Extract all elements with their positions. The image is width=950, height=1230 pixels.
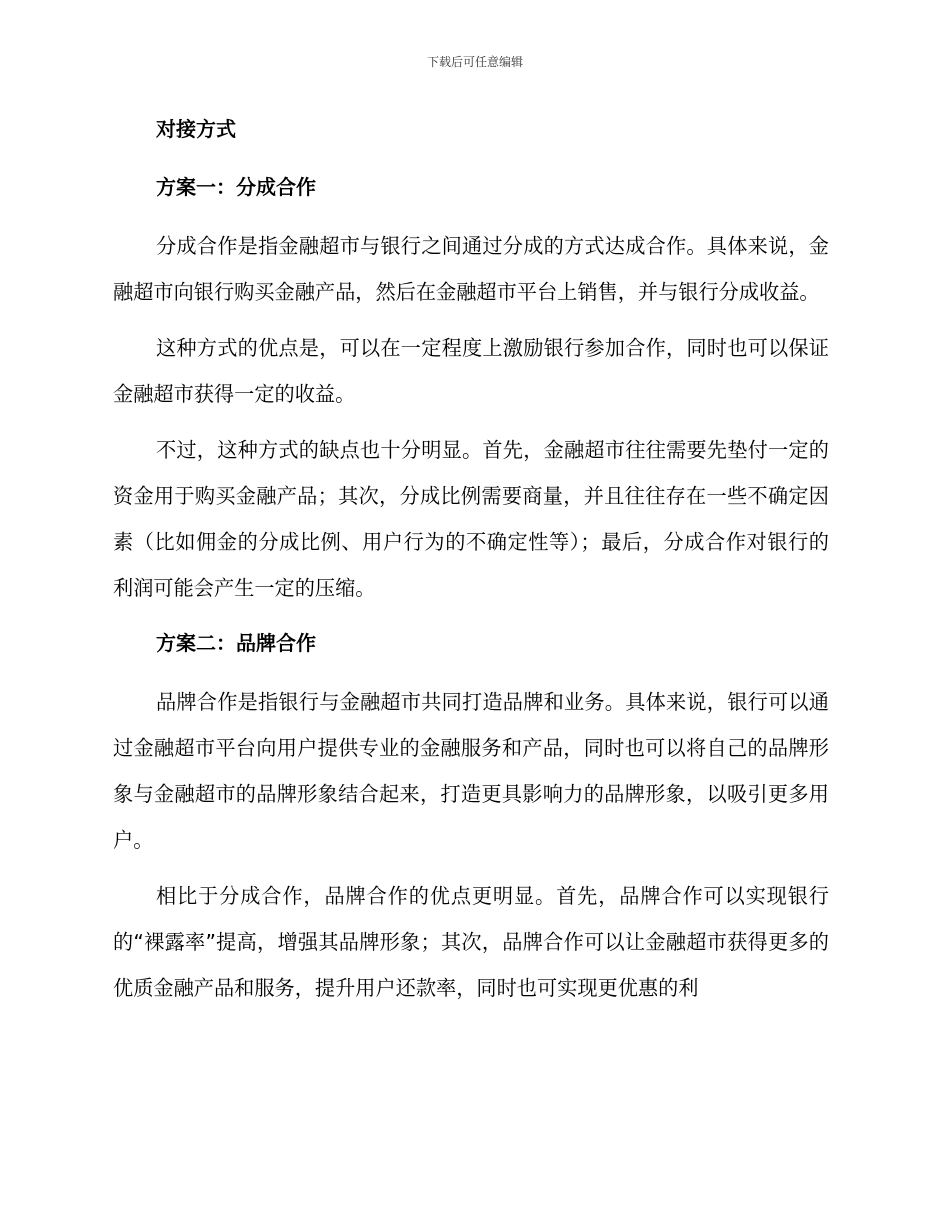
section-heading-docking-methods: 对接方式 bbox=[156, 117, 236, 141]
page-header: 下载后可任意编辑 bbox=[426, 55, 523, 69]
paragraph-plan-one-disadvantages: 不过，这种方式的缺点也十分明显。首先，金融超市往往需要先垫付一定的资金用于购买金融产品；其次，分成比例需要商量，并且往往存在一些不确定因素（比如佣金的分成比例、用户行为的不确定性等）；最后，分成合作对银行的利润可能会产生一定的压缩。 bbox=[113, 438, 829, 600]
paragraph-plan-one-advantages: 这种方式的优点是，可以在一定程度上激励银行参加合作，同时也可以保证金融超市获得一定的收益。 bbox=[113, 336, 829, 406]
section-heading-plan-one: 方案一：分成合作 bbox=[156, 175, 316, 199]
paragraph-plan-two-definition: 品牌合作是指银行与金融超市共同打造品牌和业务。具体来说，银行可以通过金融超市平台向用户提供专业的金融服务和产品，同时也可以将自己的品牌形象与金融超市的品牌形象结合起来，打造更具影响力的品牌形象，以吸引更多用户。 bbox=[113, 690, 829, 852]
paragraph-plan-two-advantages: 相比于分成合作，品牌合作的优点更明显。首先，品牌合作可以实现银行的“裸露率”提高，增强其品牌形象；其次，品牌合作可以让金融超市获得更多的优质金融产品和服务，提升用户还款率，同时也可实现更优惠的利 bbox=[113, 884, 829, 1000]
section-heading-plan-two: 方案二：品牌合作 bbox=[156, 631, 316, 655]
document-body bbox=[113, 107, 829, 1021]
paragraph-plan-one-definition: 分成合作是指金融超市与银行之间通过分成的方式达成合作。具体来说，金融超市向银行购买金融产品，然后在金融超市平台上销售，并与银行分成收益。 bbox=[113, 234, 829, 304]
